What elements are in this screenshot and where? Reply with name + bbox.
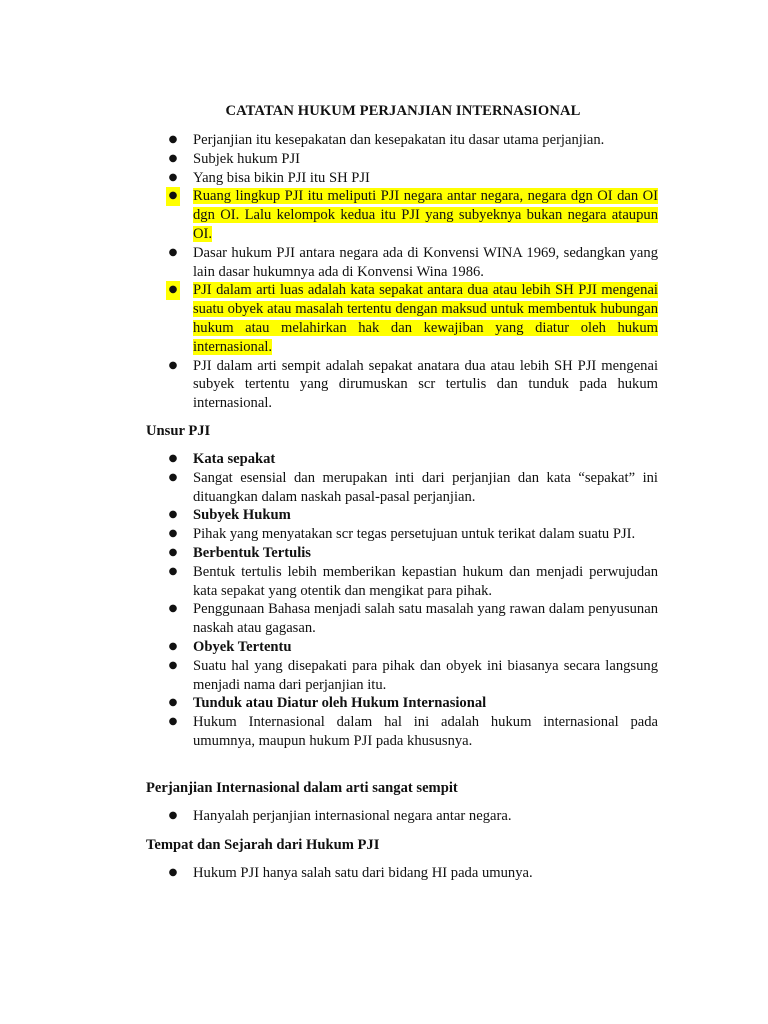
bullet-icon: ● bbox=[168, 697, 178, 709]
bullet-icon: ● bbox=[168, 867, 178, 878]
highlighted-text: PJI dalam arti luas adalah kata sepakat antara dua atau lebih SH PJI mengenai suatu obyek atau masalah tertentu dengan maksud untuk membentuk hubungan hukum atau melahirkan hak dan kewajiban yang diatur oleh hukum internasional. bbox=[193, 282, 658, 355]
list-item-text: Penggunaan Bahasa menjadi salah satu masalah yang rawan dalam penyusunan naskah atau gagasan. bbox=[193, 601, 658, 637]
list-item-text: Kata sepakat bbox=[193, 451, 276, 467]
document-title: CATATAN HUKUM PERJANJIAN INTERNASIONAL bbox=[225, 103, 581, 119]
list-item-text: Suatu hal yang disepakati para pihak dan obyek ini biasanya secara langsung menjadi nama dari perjanjian itu. bbox=[193, 657, 658, 693]
list-item bbox=[0, 864, 658, 883]
section-heading-unsur: Unsur PJI bbox=[146, 423, 211, 439]
sempit-list bbox=[0, 807, 658, 826]
list-item bbox=[0, 131, 658, 150]
bullet-icon: ● bbox=[166, 281, 180, 300]
list-item bbox=[0, 525, 658, 544]
bullet-icon: ● bbox=[168, 716, 178, 728]
bullet-icon: ● bbox=[168, 640, 178, 652]
bullet-icon: ● bbox=[168, 810, 178, 821]
list-item-text: Hukum PJI hanya salah satu dari bidang HI pada umunya. bbox=[193, 865, 533, 881]
list-item-text: Hukum Internasional dalam hal ini adalah hukum internasional pada umumnya, maupun hukum PJI pada khususnya. bbox=[193, 714, 658, 749]
bullet-icon: ● bbox=[168, 152, 178, 164]
highlighted-text: Ruang lingkup PJI itu meliputi PJI negara antar negara, negara dgn OI dan OI dgn OI. Lalu kelompok kedua itu PJI yang subyeknya bukan negara ataupun OI. bbox=[193, 188, 658, 242]
list-item-highlighted bbox=[0, 187, 658, 243]
list-item bbox=[0, 544, 658, 563]
bullet-icon: ● bbox=[168, 509, 178, 521]
list-item-text: Yang bisa bikin PJI itu SH PJI bbox=[193, 169, 370, 186]
list-item bbox=[0, 357, 658, 413]
list-item-text: Subjek hukum PJI bbox=[193, 150, 301, 167]
section-heading-sempit: Perjanjian Internasional dalam arti sangat sempit bbox=[146, 780, 458, 796]
list-item-text: Obyek Tertentu bbox=[193, 638, 292, 655]
unsur-list bbox=[0, 450, 658, 751]
list-item bbox=[0, 150, 658, 169]
notes-list bbox=[0, 131, 658, 413]
list-item bbox=[0, 657, 658, 695]
list-item-text: Bentuk tertulis lebih memberikan kepastian hukum dan menjadi perwujudan kata sepakat yang otentik dan mengikat para pihak. bbox=[193, 563, 658, 599]
list-item bbox=[0, 469, 658, 507]
list-item bbox=[0, 807, 658, 826]
list-item-text: Pihak yang menyatakan scr tegas persetujuan untuk terikat dalam suatu PJI. bbox=[193, 526, 636, 543]
list-item-highlighted bbox=[0, 281, 658, 356]
bullet-icon: ● bbox=[168, 171, 178, 183]
list-item bbox=[0, 169, 658, 188]
list-item-text: Subyek Hukum bbox=[193, 507, 291, 524]
bullet-icon: ● bbox=[168, 528, 178, 540]
list-item-text: Sangat esensial dan merupakan inti dari perjanjian dan kata “sepakat” ini dituangkan dalam naskah pasal-pasal perjanjian. bbox=[193, 469, 658, 505]
bullet-icon: ● bbox=[168, 359, 178, 371]
bullet-icon: ● bbox=[168, 565, 178, 577]
bullet-icon: ● bbox=[168, 659, 178, 671]
list-item-text: PJI dalam arti sempit adalah sepakat anatara dua atau lebih SH PJI mengenai subyek tertentu yang dirumuskan scr tertulis dan tunduk pada hukum internasional. bbox=[193, 357, 658, 412]
bullet-icon: ● bbox=[166, 187, 180, 206]
list-item-text: Dasar hukum PJI antara negara ada di Konvensi WINA 1969, sedangkan yang lain dasar hukumnya ada di Konvensi Wina 1986. bbox=[193, 244, 658, 280]
list-item bbox=[0, 563, 658, 601]
list-item bbox=[0, 638, 658, 657]
bullet-icon: ● bbox=[168, 453, 178, 464]
bullet-icon: ● bbox=[168, 246, 178, 258]
list-item bbox=[0, 506, 658, 525]
bullet-icon: ● bbox=[168, 546, 178, 558]
list-item-text: Perjanjian itu kesepakatan dan kesepakatan itu dasar utama perjanjian. bbox=[193, 132, 605, 148]
bullet-icon: ● bbox=[168, 134, 178, 145]
list-item-text: Hanyalah perjanjian internasional negara antar negara. bbox=[193, 808, 512, 824]
list-item-text: Tunduk atau Diatur oleh Hukum Internasional bbox=[193, 695, 487, 712]
section-heading-sejarah: Tempat dan Sejarah dari Hukum PJI bbox=[146, 837, 380, 853]
sejarah-list bbox=[0, 864, 658, 883]
list-item bbox=[0, 600, 658, 638]
list-item-text: Berbentuk Tertulis bbox=[193, 544, 311, 561]
bullet-icon: ● bbox=[168, 471, 178, 483]
list-item bbox=[0, 244, 658, 282]
list-item bbox=[0, 694, 658, 713]
list-item bbox=[0, 450, 658, 469]
bullet-icon: ● bbox=[168, 603, 178, 615]
list-item bbox=[0, 713, 658, 751]
